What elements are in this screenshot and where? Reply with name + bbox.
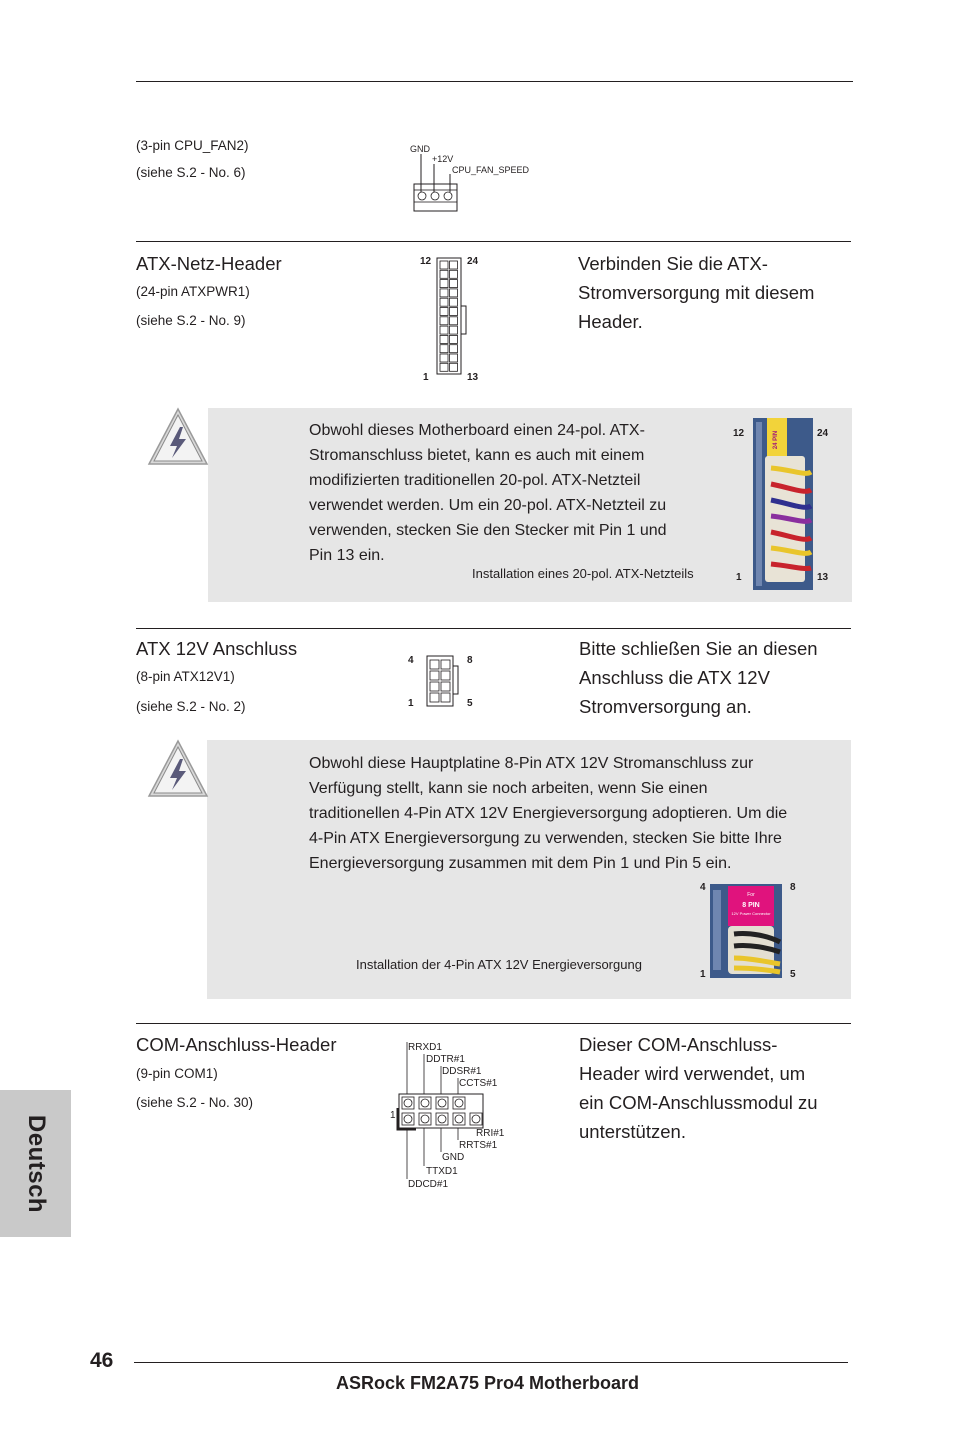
photo2-label: 8 PIN [742,902,760,909]
atx12v-desc-line: Bitte schließen Sie an diesen [579,638,818,659]
atx-power-desc-line: Header. [578,311,643,332]
note2-caption: Installation der 4-Pin ATX 12V Energieversorgung [356,957,642,972]
note1-line: verwenden, stecken Sie den Stecker mit Pin 1 und [309,522,667,539]
atx-pin-cell [450,335,458,343]
com-sig-gnd: GND [442,1152,465,1163]
atx12v-description [579,634,818,721]
note2-line: Energieversorgung zusammen mit dem Pin 1 und Pin 5 ein. [309,855,732,872]
atx12v-pin-5: 5 [467,698,473,709]
note2-text [309,751,839,876]
atx-pin-cell [440,270,448,278]
photo2-label-sub: 12V Power Connector [731,911,771,916]
atx12v-desc-line: Stromversorgung an. [579,696,752,717]
cpu-fan2-diagram [400,140,560,215]
atx-pin-cell [440,298,448,306]
note1-line: verwendet werden. Um ein 20-pol. ATX-Netzteil zu [309,497,667,514]
note1-line: Obwohl dieses Motherboard einen 24-pol. ATX- [309,422,645,439]
com-sig-ddcd1: DDCD#1 [408,1179,449,1190]
atx-pin-cell [440,335,448,343]
atx-pin-12: 12 [420,256,432,267]
atx-pin-cell [450,326,458,334]
atx-pin-cell [450,354,458,362]
com-title: COM-Anschluss-Header [136,1034,337,1055]
section-rule-atx12v [136,628,851,629]
photo2-pin-4: 4 [700,882,706,893]
fan-gnd-label: GND [410,144,430,154]
atx-pin-cell [450,317,458,325]
atx-pin-cell [440,345,448,353]
atx-power-description [578,249,814,336]
atx-pin-cell [450,261,458,269]
com-description [579,1030,818,1146]
atx12v-pin-label: (8-pin ATX12V1) [136,669,235,684]
com-pin1-label: 1 [390,1110,396,1121]
atx-pin-cell [450,345,458,353]
atx12v-4pin-install-photo [710,884,782,978]
com-pin-label: (9-pin COM1) [136,1066,218,1081]
photo1-label: 24 PIN [773,430,779,450]
atx12v-8pin-diagram [400,650,485,712]
atx-power-desc-line: Stromversorgung mit diesem [578,282,815,303]
atx-power-desc-line: Verbinden Sie die ATX- [578,253,768,274]
com-desc-line: Dieser COM-Anschluss- [579,1034,778,1055]
atx-pin-13: 13 [467,372,479,383]
note2-line: Verfügung stellt, kann sie noch arbeiten, wenn Sie einen [309,780,708,797]
com-sig-rrts1: RRTS#1 [459,1140,498,1151]
photo1-pin-12: 12 [733,428,745,439]
com-desc-line: Header wird verwendet, um [579,1063,806,1084]
cpu-fan2-ref: (siehe S.2 - No. 6) [136,165,246,180]
photo2-pin-8: 8 [790,882,796,893]
photo1-pin-24: 24 [817,428,829,439]
atx-pin-cell [450,363,458,371]
com-sig-ddtr1: DDTR#1 [426,1054,465,1065]
photo1-pin-13: 13 [817,572,829,583]
language-side-tab [0,1090,71,1237]
cpu-fan2-pin-label: (3-pin CPU_FAN2) [136,138,249,153]
atx-power-ref: (siehe S.2 - No. 9) [136,313,246,328]
atx12v-pin-1: 1 [408,698,414,709]
photo2-pin-1: 1 [700,969,706,980]
section-rule-atx [136,241,851,242]
atx-pin-cell [440,317,448,325]
fan-speed-label: CPU_FAN_SPEED [452,165,530,175]
note2-line: 4-Pin ATX Energieversorgung zu verwenden, stecken Sie bitte Ihre [309,830,782,847]
atx-pin-cell [440,289,448,297]
com-ref: (siehe S.2 - No. 30) [136,1095,254,1110]
note2-line: traditionellen 4-Pin ATX 12V Energieversorgung adoptieren. Um die [309,805,788,822]
note1-line: Pin 13 ein. [309,547,385,564]
note1-text [309,418,709,568]
page-number: 46 [90,1349,114,1372]
atx-pin-cell [450,280,458,288]
top-rule [136,81,853,82]
atx-pin-cell [440,280,448,288]
photo2-pin-5: 5 [790,969,796,980]
fan-12v-label: +12V [432,154,454,164]
note1-line: Stromanschluss bietet, kann es auch mit einem [309,447,645,464]
language-side-tab-label: Deutsch [22,1114,50,1213]
warning-icon [146,406,210,466]
atx-20pin-install-photo [753,418,813,590]
note2-line: Obwohl diese Hauptplatine 8-Pin ATX 12V Stromanschluss zur [309,755,754,772]
com-sig-ccts1: CCTS#1 [459,1078,498,1089]
atx-pin-24: 24 [467,256,479,267]
atx12v-desc-line: Anschluss die ATX 12V [579,667,770,688]
atx-24pin-diagram [415,250,495,385]
atx12v-pin-8: 8 [467,655,473,666]
note1-caption: Installation eines 20-pol. ATX-Netzteils [472,566,694,581]
atx12v-ref: (siehe S.2 - No. 2) [136,699,246,714]
atx-pin-cell [450,289,458,297]
atx-power-title: ATX-Netz-Header [136,253,282,274]
com-sig-rrxd1: RRXD1 [408,1042,442,1053]
com-sig-ttxd1: TTXD1 [426,1166,458,1177]
atx-pin-cell [440,363,448,371]
atx12v-title: ATX 12V Anschluss [136,638,298,659]
com-desc-line: ein COM-Anschlussmodul zu [579,1092,818,1113]
com-desc-line: unterstützen. [579,1121,686,1142]
atx-pin-cell [450,298,458,306]
atx12v-pin-4: 4 [408,655,414,666]
note1-line: modifizierten traditionellen 20-pol. ATX-Netzteil [309,472,641,489]
atx-pin-cell [440,354,448,362]
footer-rule [134,1362,848,1363]
warning-icon [146,738,210,798]
com-9pin-diagram [386,1038,516,1193]
atx-pin-cell [440,261,448,269]
atx-pin-1: 1 [423,372,429,383]
atx-pin-cell [440,308,448,316]
atx-pin-cell [450,270,458,278]
atx-pin-cell [440,326,448,334]
com-sig-rri1: RRI#1 [476,1128,505,1139]
footer-title: ASRock FM2A75 Pro4 Motherboard [336,1373,640,1393]
com-sig-ddsr1: DDSR#1 [442,1066,482,1077]
section-rule-com [136,1023,851,1024]
atx-power-pin-label: (24-pin ATXPWR1) [136,284,250,299]
photo2-label-top: For [747,892,755,898]
atx-pin-cell [450,308,458,316]
photo1-pin-1: 1 [736,572,742,583]
